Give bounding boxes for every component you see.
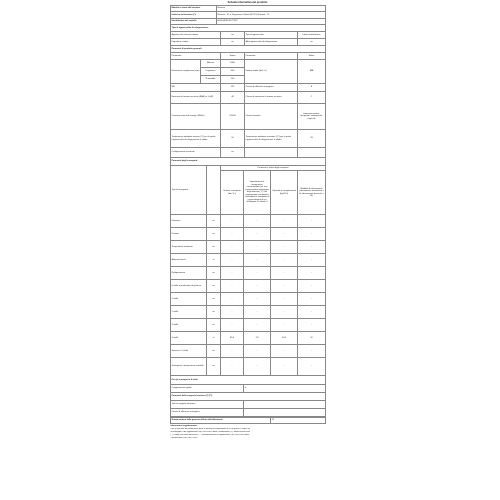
field-value: - [244,319,271,332]
general-parameters-table [170,52,326,158]
table-row [171,254,326,267]
table-row [171,393,326,400]
column-header: Impostazione di temperatura raccomandata per una conservazione ottimizzata degli alimenti (°C) Tali impostazioni non devono contraddire le condizioni di conservazione di cui all'allegato IV, tabella 3 [244,171,271,215]
field-label: Dimensioni complessive (mm) [171,60,201,84]
field-value: - [244,306,271,319]
compartment-name: Temperatura moderata [171,241,207,254]
field-label: Apparecchio a basso rumore [171,32,221,39]
field-value: sì [207,254,221,267]
table-row [171,401,326,409]
field-value: 125 [221,84,245,92]
field-label: Durata minima della garanzia offerta dal fabbricante [171,418,271,424]
column-header: Valore [298,53,326,60]
compartment-name: 3 stelle [171,319,207,332]
field-label: IEE [171,84,221,92]
table-row [171,241,326,254]
table-row [171,385,326,393]
field-value: - [298,293,326,306]
field-value: 24 [271,418,326,424]
field-value: no [207,306,221,319]
compartment-name: 2 stelle [171,306,207,319]
field-value: - [221,267,244,280]
compartment-name: 0 stelle o produzione di ghiaccio [171,280,207,293]
table-row [171,418,326,424]
table-row [171,332,326,345]
field-value: - [298,280,326,293]
field-value: no [298,39,326,46]
field-value: 590 [221,76,245,84]
field-value: - [244,215,271,228]
field-value: no [207,345,221,358]
compartment-name: Dispensa [171,215,207,228]
section-heading: Parametri degli scomparti: [171,158,326,165]
field-value: - [298,345,326,358]
field-value [244,409,326,417]
field-value: - [271,228,298,241]
field-label: Classe climatica [245,104,298,130]
field-value: - [271,293,298,306]
field-value: no [207,358,221,376]
field-value: - [298,267,326,280]
field-value: sì [244,385,326,393]
table-row [171,306,326,319]
table-row [171,32,326,39]
additional-info-table [170,424,325,440]
section-heading: Parametri della sorgente luminosa (*) (**): [171,393,326,400]
column-header: Valore [221,53,245,60]
field-value: no [207,215,221,228]
field-value: H328 WSE N/CT/W/T [217,19,326,25]
section-heading: Parametri di prodotto generali: [171,46,326,52]
field-value: - [271,215,298,228]
compartment-name: Sezione a 2 stelle [171,345,207,358]
field-value: - [271,319,298,332]
field-label: Classe di efficienza energetica [245,84,298,92]
field-value: - [221,345,244,358]
field-value: M [298,332,326,345]
field-value: no [207,241,221,254]
table-row [171,358,326,376]
table-row [170,437,325,440]
field-label: Classe di efficienza energetica [171,409,244,417]
field-value [298,148,326,158]
field-value: - [244,280,271,293]
field-label: Tipo di sorgente luminosa [171,401,244,409]
table-row [171,409,326,417]
field-value: 1800 [221,60,245,68]
field-value: - [298,306,326,319]
column-header: Capacità di congelamento (kg/24 h) [271,171,298,215]
field-value: - [298,215,326,228]
table-row [171,84,326,92]
field-value: - [221,228,244,241]
product-information-sheet [170,0,325,500]
column-header: Tipo di scomparto [171,166,207,215]
table-row [171,267,326,280]
field-label: Altezza [201,60,221,68]
field-value: - [244,345,271,358]
field-value: - [221,215,244,228]
field-value: - [244,293,271,306]
table-row [171,376,326,384]
field-label: Marchio o nome del fornitore [171,6,217,12]
field-value: 89,0 [221,332,244,345]
compartments-table [170,165,326,376]
field-value: no [207,293,221,306]
field-value: - [244,228,271,241]
field-value: - [271,267,298,280]
field-label: Altro apparecchio di refrigerazione [245,39,298,46]
section-heading: Tipo di apparecchio di refrigerazione: [171,25,326,31]
field-value: - [244,241,271,254]
note-line: Commissione (UE) 2017/1369 [170,437,198,440]
field-label: Indirizzo del fornitore (*): [171,12,217,19]
table-row [171,148,326,158]
field-value: no [221,148,245,158]
column-header: Modalità di sbrinamento (sbrinamento automatico = A, sbrinamento manuale = M) [298,171,326,215]
field-value: - [221,293,244,306]
field-value: - [271,345,298,358]
note-line: Link al sito web del fabbricante, dove si trovano le informazioni di cui al punto 4, lettera a), [170,428,251,431]
table-row [171,319,326,332]
field-value: - [221,280,244,293]
table-row [171,104,326,130]
field-value: 40 [221,92,245,104]
field-value: no [207,280,221,293]
field-value: no [221,32,245,39]
field-value: - [298,319,326,332]
field-value: no [207,319,221,332]
column-header [207,166,221,215]
field-label: Tipo di apparecchio [245,32,298,39]
field-value: - [221,319,244,332]
field-label: Congelamento rapido [171,385,244,393]
note-line: (*) i campi non sono necessari, (**) conformemente al regolamento (UE) 2019/2020 della [170,434,250,437]
field-value: Hisense [217,6,326,12]
table-row [171,12,326,19]
four-star-table [170,384,326,393]
column-group-header: Parametri e valori degli scomparti [221,166,326,171]
section-heading [170,158,326,165]
field-value [244,401,326,409]
field-label: Identificativo del modello [171,19,217,25]
compartment-name: Refrigerazione [171,267,207,280]
field-value: no [207,267,221,280]
field-value: sì [207,332,221,345]
sheet-title: Scheda informativa del prodotto [227,1,268,4]
table-row [171,215,326,228]
table-row [171,19,326,25]
field-label: Temperatura ambiente minima (°C) per la quale l'apparecchio di refrigerazione è adatto [171,130,221,148]
field-value: 10 [221,130,245,148]
field-value: Hisense - 31 a, Fegurrenna Street (NC7P), Hisense - T1 [217,12,326,19]
field-value: no [221,39,245,46]
table-row [171,39,326,46]
field-value: - [221,254,244,267]
section-heading [170,393,326,400]
field-label: Larghezza [201,68,221,76]
field-value: - [244,254,271,267]
warranty-table [170,417,326,424]
field-label: Configurazione invernale [171,148,221,158]
field-value: - [298,228,326,241]
field-label [245,148,298,158]
field-value: 6,00 [271,332,298,345]
field-value: - [244,267,271,280]
supplier-table [170,5,326,25]
field-label: Profondità [201,76,221,84]
column-header: Volume scomparto (dm³ o l) [221,171,244,215]
field-value: temperata estesa, temperata, subtropicale, tropicale [298,104,326,130]
field-value: 318 [298,60,326,84]
field-label: Volume totale (dm³ o l) [245,60,298,84]
table-row [171,60,326,68]
section-heading: Informazioni supplementari: [170,424,198,427]
section-heading [170,376,326,384]
field-value: - [271,280,298,293]
field-value: 313,00 [221,104,245,130]
field-value: - [271,358,298,376]
field-label: Temperatura ambiente massima (°C) per la quale l'apparecchio di refrigerazione è adatto [245,130,298,148]
table-row [171,345,326,358]
table-row [171,228,326,241]
field-value: 43 [298,130,326,148]
field-value: - [271,254,298,267]
appliance-type-table [170,31,326,46]
table-row [171,130,326,148]
field-value: no [207,228,221,241]
field-value: - [221,306,244,319]
field-value: - [298,241,326,254]
field-label: Emissioni di rumore acustico (dB(A) re 1 pW) [171,92,221,104]
table-row [171,280,326,293]
table-row [171,53,326,60]
field-label: Frigorifero cantina [171,39,221,46]
field-value: Libero installazione [298,32,326,39]
light-source-table [170,400,326,417]
compartment-name: Cantina [171,228,207,241]
table-row [171,158,326,165]
field-value: - [221,241,244,254]
field-value: - [271,306,298,319]
column-header: Parametro [171,53,221,60]
compartment-name: 4 stelle [171,332,207,345]
field-value: - [298,358,326,376]
field-label: Consumo annuo di energia (kWh/a) [171,104,221,130]
compartment-name: Scomparto a temperatura variabile [171,358,207,376]
field-value: 600 [221,68,245,76]
field-label: Classe di emissione di rumore acustico [245,92,298,104]
field-value: - [271,241,298,254]
field-value: C [298,92,326,104]
table-row [171,92,326,104]
compartment-name: Alimenti freschi [171,254,207,267]
field-value: - [244,358,271,376]
note-line: dell'allegato II del regolamento (UE) 2019/2019 della Commissione (1): www.hisense.com [170,431,250,434]
compartment-name: 1 stella [171,293,207,306]
column-header: Parametro [245,53,298,60]
field-value: -18 [244,332,271,345]
table-row [171,293,326,306]
field-value: E [298,84,326,92]
sheet-content [170,5,325,440]
field-value: - [298,254,326,267]
section-heading: Per gli scomparti a 4 stelle [171,376,326,384]
field-value: - [221,358,244,376]
